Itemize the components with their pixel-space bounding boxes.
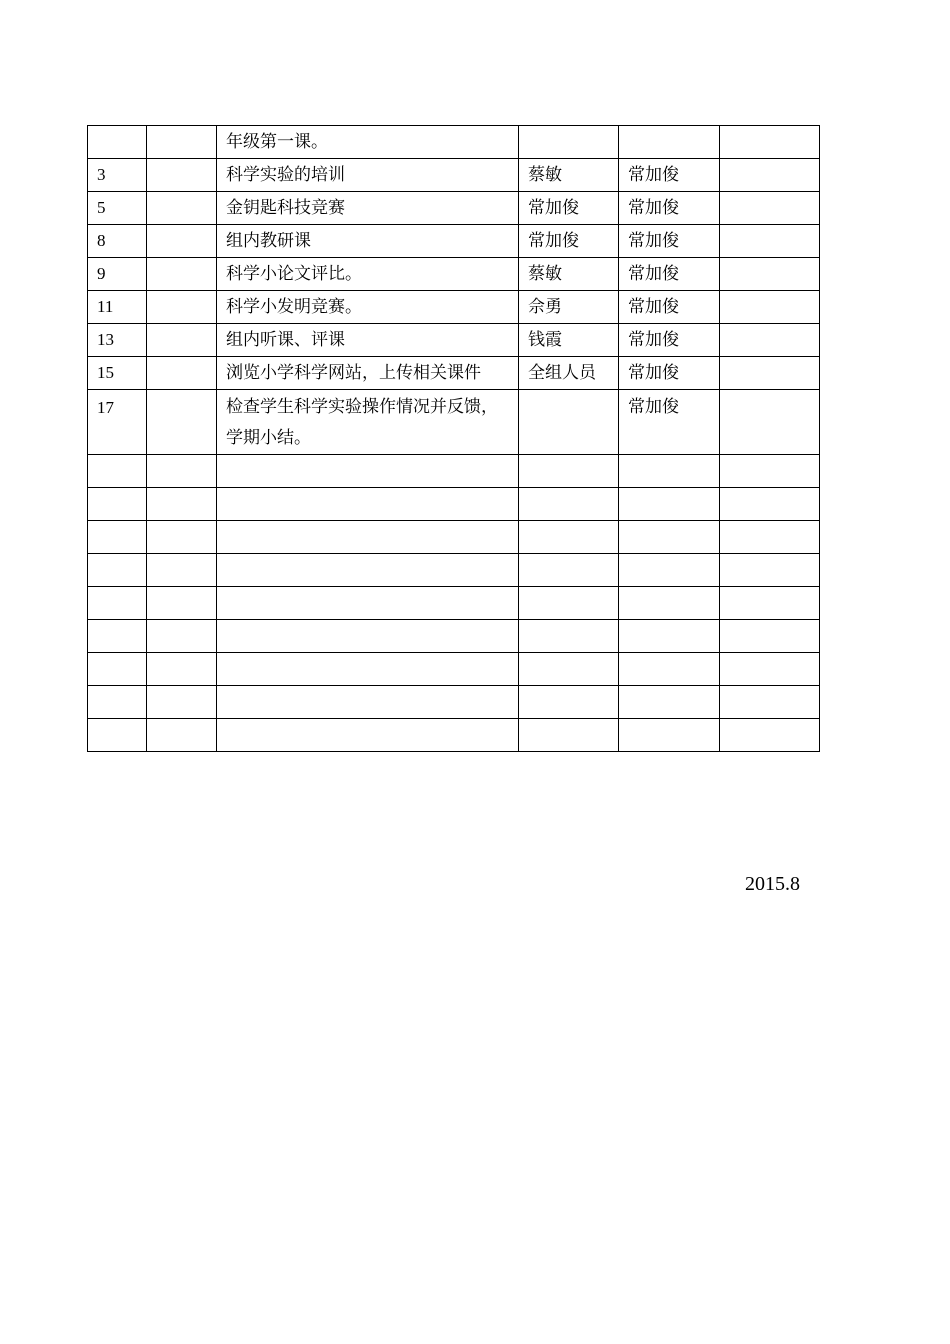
blank-cell: [147, 192, 217, 225]
activity-cell: [217, 653, 519, 686]
week-cell: [88, 719, 147, 752]
person-cell: 蔡敏: [519, 159, 619, 192]
person-cell: [519, 587, 619, 620]
note-cell: [720, 324, 820, 357]
lead-cell: [619, 554, 720, 587]
person-cell: 常加俊: [519, 192, 619, 225]
lead-cell: [619, 587, 720, 620]
blank-cell: [147, 159, 217, 192]
note-cell: [720, 192, 820, 225]
table-row: [88, 192, 820, 225]
activity-cell: 年级第一课。: [217, 126, 519, 159]
lead-cell: 常加俊: [619, 225, 720, 258]
person-cell: [519, 620, 619, 653]
table-row: [88, 620, 820, 653]
blank-cell: [147, 390, 217, 455]
table-row: [88, 225, 820, 258]
note-cell: [720, 225, 820, 258]
week-cell: 3: [88, 159, 147, 192]
table-row: [88, 159, 820, 192]
week-cell: [88, 554, 147, 587]
table-row: [88, 324, 820, 357]
lead-cell: 常加俊: [619, 390, 720, 455]
lead-cell: [619, 521, 720, 554]
blank-cell: [147, 324, 217, 357]
blank-cell: [147, 488, 217, 521]
person-cell: 佘勇: [519, 291, 619, 324]
blank-cell: [147, 587, 217, 620]
person-cell: 钱霞: [519, 324, 619, 357]
activity-cell: [217, 620, 519, 653]
note-cell: [720, 719, 820, 752]
lead-cell: 常加俊: [619, 324, 720, 357]
note-cell: [720, 488, 820, 521]
table-row: [88, 686, 820, 719]
table-row: [88, 357, 820, 390]
activity-cell: 科学小论文评比。: [217, 258, 519, 291]
activity-cell: 组内听课、评课: [217, 324, 519, 357]
week-cell: [88, 653, 147, 686]
lead-cell: [619, 620, 720, 653]
note-cell: [720, 390, 820, 455]
person-cell: 蔡敏: [519, 258, 619, 291]
blank-cell: [147, 620, 217, 653]
table-row: [88, 653, 820, 686]
person-cell: [519, 686, 619, 719]
week-cell: [88, 587, 147, 620]
note-cell: [720, 455, 820, 488]
note-cell: [720, 291, 820, 324]
person-cell: [519, 455, 619, 488]
person-cell: [519, 554, 619, 587]
activity-cell: 组内教研课: [217, 225, 519, 258]
blank-cell: [147, 554, 217, 587]
document-date: 2015.8: [745, 873, 800, 895]
lead-cell: [619, 719, 720, 752]
blank-cell: [147, 225, 217, 258]
table-row: [88, 554, 820, 587]
lead-cell: [619, 653, 720, 686]
activity-cell: [217, 719, 519, 752]
note-cell: [720, 554, 820, 587]
week-cell: 5: [88, 192, 147, 225]
lead-cell: 常加俊: [619, 192, 720, 225]
week-cell: 9: [88, 258, 147, 291]
person-cell: [519, 126, 619, 159]
note-cell: [720, 521, 820, 554]
activity-cell: 科学实验的培训: [217, 159, 519, 192]
week-cell: [88, 488, 147, 521]
blank-cell: [147, 521, 217, 554]
activity-cell: [217, 587, 519, 620]
week-cell: 15: [88, 357, 147, 390]
lead-cell: 常加俊: [619, 159, 720, 192]
blank-cell: [147, 258, 217, 291]
activity-cell: [217, 554, 519, 587]
week-cell: [88, 686, 147, 719]
lead-cell: [619, 488, 720, 521]
person-cell: [519, 488, 619, 521]
person-cell: [519, 390, 619, 455]
blank-cell: [147, 719, 217, 752]
note-cell: [720, 357, 820, 390]
note-cell: [720, 653, 820, 686]
table-row: [88, 390, 820, 455]
person-cell: 全组人员: [519, 357, 619, 390]
table-row: [88, 587, 820, 620]
week-cell: [88, 620, 147, 653]
note-cell: [720, 686, 820, 719]
lead-cell: [619, 455, 720, 488]
person-cell: 常加俊: [519, 225, 619, 258]
person-cell: [519, 521, 619, 554]
lead-cell: [619, 126, 720, 159]
table-row: [88, 455, 820, 488]
table-row: [88, 719, 820, 752]
note-cell: [720, 126, 820, 159]
lead-cell: [619, 686, 720, 719]
week-cell: 17: [88, 390, 147, 455]
blank-cell: [147, 291, 217, 324]
week-cell: 8: [88, 225, 147, 258]
week-cell: 11: [88, 291, 147, 324]
lead-cell: 常加俊: [619, 258, 720, 291]
activity-cell: [217, 455, 519, 488]
person-cell: [519, 653, 619, 686]
table-row: [88, 258, 820, 291]
table-row: [88, 521, 820, 554]
activity-cell: [217, 521, 519, 554]
note-cell: [720, 587, 820, 620]
lead-cell: 常加俊: [619, 357, 720, 390]
activity-cell: 检查学生科学实验操作情况并反馈，学期小结。: [217, 390, 519, 455]
lead-cell: 常加俊: [619, 291, 720, 324]
person-cell: [519, 719, 619, 752]
week-cell: [88, 455, 147, 488]
week-cell: [88, 521, 147, 554]
blank-cell: [147, 686, 217, 719]
activity-cell: 金钥匙科技竞赛: [217, 192, 519, 225]
table-row: [88, 488, 820, 521]
blank-cell: [147, 126, 217, 159]
note-cell: [720, 159, 820, 192]
activity-cell: 科学小发明竞赛。: [217, 291, 519, 324]
note-cell: [720, 258, 820, 291]
activity-cell: [217, 686, 519, 719]
table-row: [88, 126, 820, 159]
activity-schedule-table: [87, 125, 820, 752]
blank-cell: [147, 455, 217, 488]
table-row: [88, 291, 820, 324]
note-cell: [720, 620, 820, 653]
activity-cell: 浏览小学科学网站，上传相关课件: [217, 357, 519, 390]
week-cell: [88, 126, 147, 159]
blank-cell: [147, 653, 217, 686]
blank-cell: [147, 357, 217, 390]
week-cell: 13: [88, 324, 147, 357]
activity-cell: [217, 488, 519, 521]
